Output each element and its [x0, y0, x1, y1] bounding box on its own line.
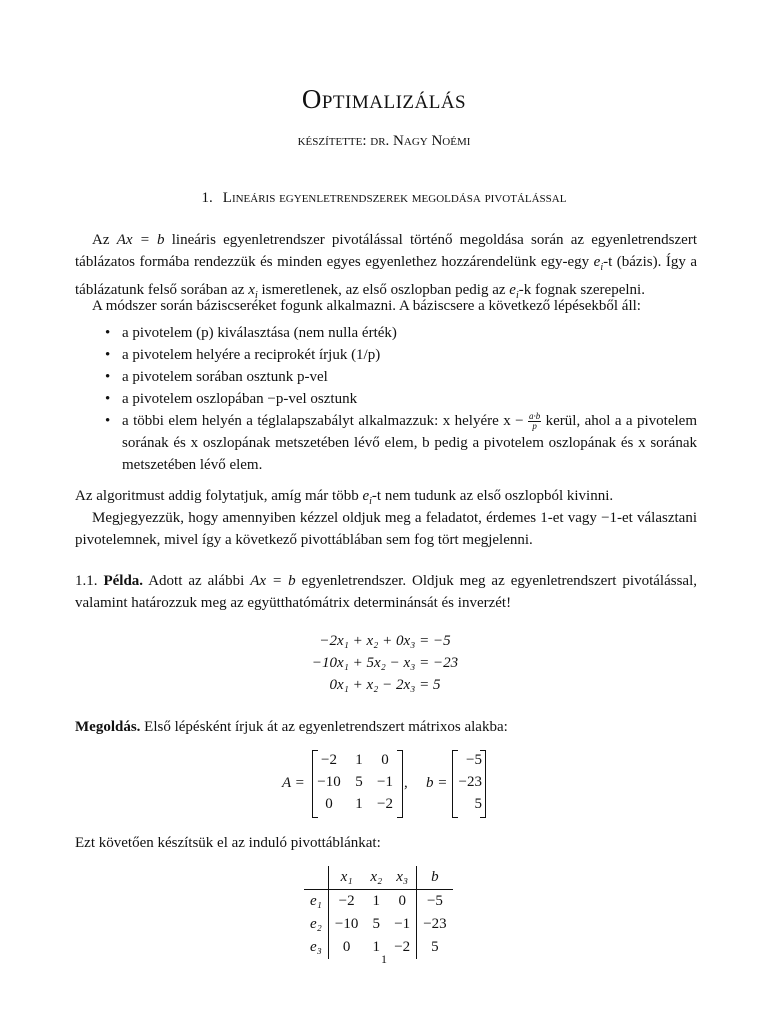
- column-header: x₂: [364, 866, 388, 890]
- table-cell: 1: [372, 893, 381, 909]
- vector-b-label: b =: [426, 775, 448, 791]
- section-number: 1.: [201, 190, 213, 206]
- text-span: Adott az alábbi: [148, 573, 251, 589]
- matrix-cell: −1: [377, 774, 393, 790]
- matrix-cell: −2: [377, 796, 393, 812]
- equation-line: −10x₁ + 5x₂ − x₃ = −23: [311, 655, 459, 671]
- list-item: [105, 344, 697, 366]
- equation-system: [250, 630, 520, 696]
- section-heading: [0, 190, 768, 207]
- list-item-text: a pivotelem (p) kiválasztása (nem nulla érték): [122, 325, 397, 341]
- text-span: lineáris egyenletrendszer pivotálással történő megoldása során az egyenletrendszert táblázatos formába rendezzük és minden egyes egyenlethez hozzárendelünk egy-egy: [75, 232, 697, 270]
- table-cell: −10: [334, 916, 359, 932]
- pivot-table: [304, 866, 453, 959]
- paragraph-solution: [75, 716, 697, 738]
- example-label: Példa.: [103, 573, 144, 589]
- math-inline: Ax = b: [116, 232, 165, 248]
- equation-line: 0x₁ + x₂ − 2x₃ = 5: [329, 677, 441, 693]
- paragraph-pivot-intro: Ezt követően készítsük el az induló pivottáblánkat:: [75, 835, 381, 851]
- steps-list: [105, 322, 697, 476]
- math-inline: Ax = b: [250, 573, 296, 589]
- row-basis: e₂: [304, 913, 328, 936]
- table-row: [304, 913, 453, 936]
- list-item-text: a többi elem helyén a téglalapszabályt alkalmazzuk: x helyére x −: [122, 413, 528, 429]
- table-row: [304, 890, 453, 914]
- math-inline: e: [509, 282, 516, 298]
- math-subscript: i: [515, 290, 519, 301]
- math-inline: e: [593, 254, 601, 270]
- fraction-denominator: p: [532, 421, 537, 432]
- page-number: 1: [381, 952, 387, 966]
- matrix-cell: 1: [355, 796, 363, 812]
- bullet-icon: •: [105, 347, 111, 363]
- table-cell: 5: [372, 916, 381, 932]
- matrix-display: [280, 750, 510, 820]
- column-header: x₃: [388, 866, 416, 890]
- row-basis: e₃: [304, 936, 328, 959]
- section-title: Lineáris egyenletrendszerek megoldása pivotálással: [222, 190, 567, 206]
- text-span: egyenletrendszer. Oldjuk meg az egyenletrendszert pivotálással, valamint határozzuk meg az együtthatómátrix determinánsát és inverzét!: [75, 573, 698, 611]
- bullet-icon: •: [105, 413, 111, 429]
- table-cell: 5: [431, 939, 439, 955]
- table-cell: 0: [388, 890, 416, 914]
- bullet-icon: •: [105, 369, 111, 385]
- paragraph-method: A módszer során báziscseréket fogunk alkalmazni. A báziscsere a következő lépésekből áll:: [92, 298, 641, 314]
- vector-cell: −23: [458, 774, 482, 790]
- list-item-text: a pivotelem helyére a reciprokét írjuk (1/p): [122, 347, 381, 363]
- column-header: b: [417, 866, 453, 890]
- list-item-text: a pivotelem sorában osztunk p-vel: [122, 369, 328, 385]
- list-item-text: a pivotelem oszlopában −p-vel osztunk: [122, 391, 358, 407]
- list-item: [105, 366, 697, 388]
- bullet-icon: •: [105, 325, 111, 341]
- matrix-cell: −10: [317, 774, 341, 790]
- math-inline: x: [248, 282, 255, 298]
- math-subscript: i: [600, 262, 604, 273]
- text-span: -k fognak szerepelni.: [518, 282, 645, 298]
- matrix-cell: −2: [321, 752, 337, 768]
- document-title: Optimalizálás: [301, 84, 467, 114]
- text-span: Az algoritmust addig folytatjuk, amíg már több: [75, 488, 363, 504]
- table-cell: −1: [388, 913, 416, 936]
- table-cell: −5: [426, 893, 443, 909]
- paragraph-example: [75, 570, 697, 614]
- equation-line: −2x₁ + x₂ + 0x₃ = −5: [319, 633, 451, 649]
- paragraph-remark: Megjegyezzük, hogy amennyiben kézzel oldjuk meg a feladatot, érdemes 1-et vagy −1-et választani pivotelemnek, mivel így a következő pivottáblában sem fog tört megjelenni.: [75, 510, 697, 548]
- matrix-A-label: A =: [282, 775, 305, 791]
- vector-cell: −5: [466, 752, 482, 768]
- text-span: -t (bázis). Így a táblázatunk felső sorában az: [75, 254, 697, 298]
- list-item-text: kerül, ahol a a pivotelem sorának és x oszlopának metszetében lévő elem, b pedig a pivotelem oszlopának és x sorának metszetében lévő elem.: [122, 413, 697, 473]
- math-subscript: i: [369, 496, 372, 507]
- text-span: -t nem tudunk az első oszlopból kivinni.: [371, 488, 614, 504]
- table-cell: 1: [372, 939, 381, 955]
- matrix-cell: 1: [355, 752, 363, 768]
- solution-label: Megoldás.: [75, 719, 141, 735]
- column-header: x₁: [328, 866, 364, 890]
- math-inline: e: [362, 488, 370, 504]
- table-cell: −2: [338, 893, 355, 909]
- text-span: Első lépésként írjuk át az egyenletrendszert mátrixos alakba:: [144, 719, 508, 735]
- fraction: [528, 412, 541, 431]
- matrix-cell: 5: [355, 774, 363, 790]
- text-span: Az: [92, 232, 117, 248]
- vector-cell: 5: [474, 796, 482, 812]
- author-line: készítette: dr. Nagy Noémi: [297, 133, 471, 149]
- fraction-numerator: a·b: [528, 411, 541, 422]
- bullet-icon: •: [105, 391, 111, 407]
- list-item: [105, 388, 697, 410]
- text-span: ismeretlenek, az első oszlopban pedig az: [257, 282, 510, 298]
- table-cell: −23: [423, 916, 447, 932]
- list-item: [105, 322, 697, 344]
- matrix-cell: 0: [381, 752, 389, 768]
- table-corner-cell: [304, 866, 328, 890]
- table-header-row: [304, 866, 453, 890]
- table-cell: 0: [342, 939, 351, 955]
- math-subscript: i: [254, 290, 258, 301]
- list-item: [105, 410, 697, 476]
- matrix-comma: ,: [404, 775, 408, 791]
- table-cell: −2: [388, 936, 416, 959]
- matrix-cell: 0: [325, 796, 333, 812]
- row-basis: e₁: [304, 890, 328, 914]
- example-number: 1.1.: [75, 573, 98, 589]
